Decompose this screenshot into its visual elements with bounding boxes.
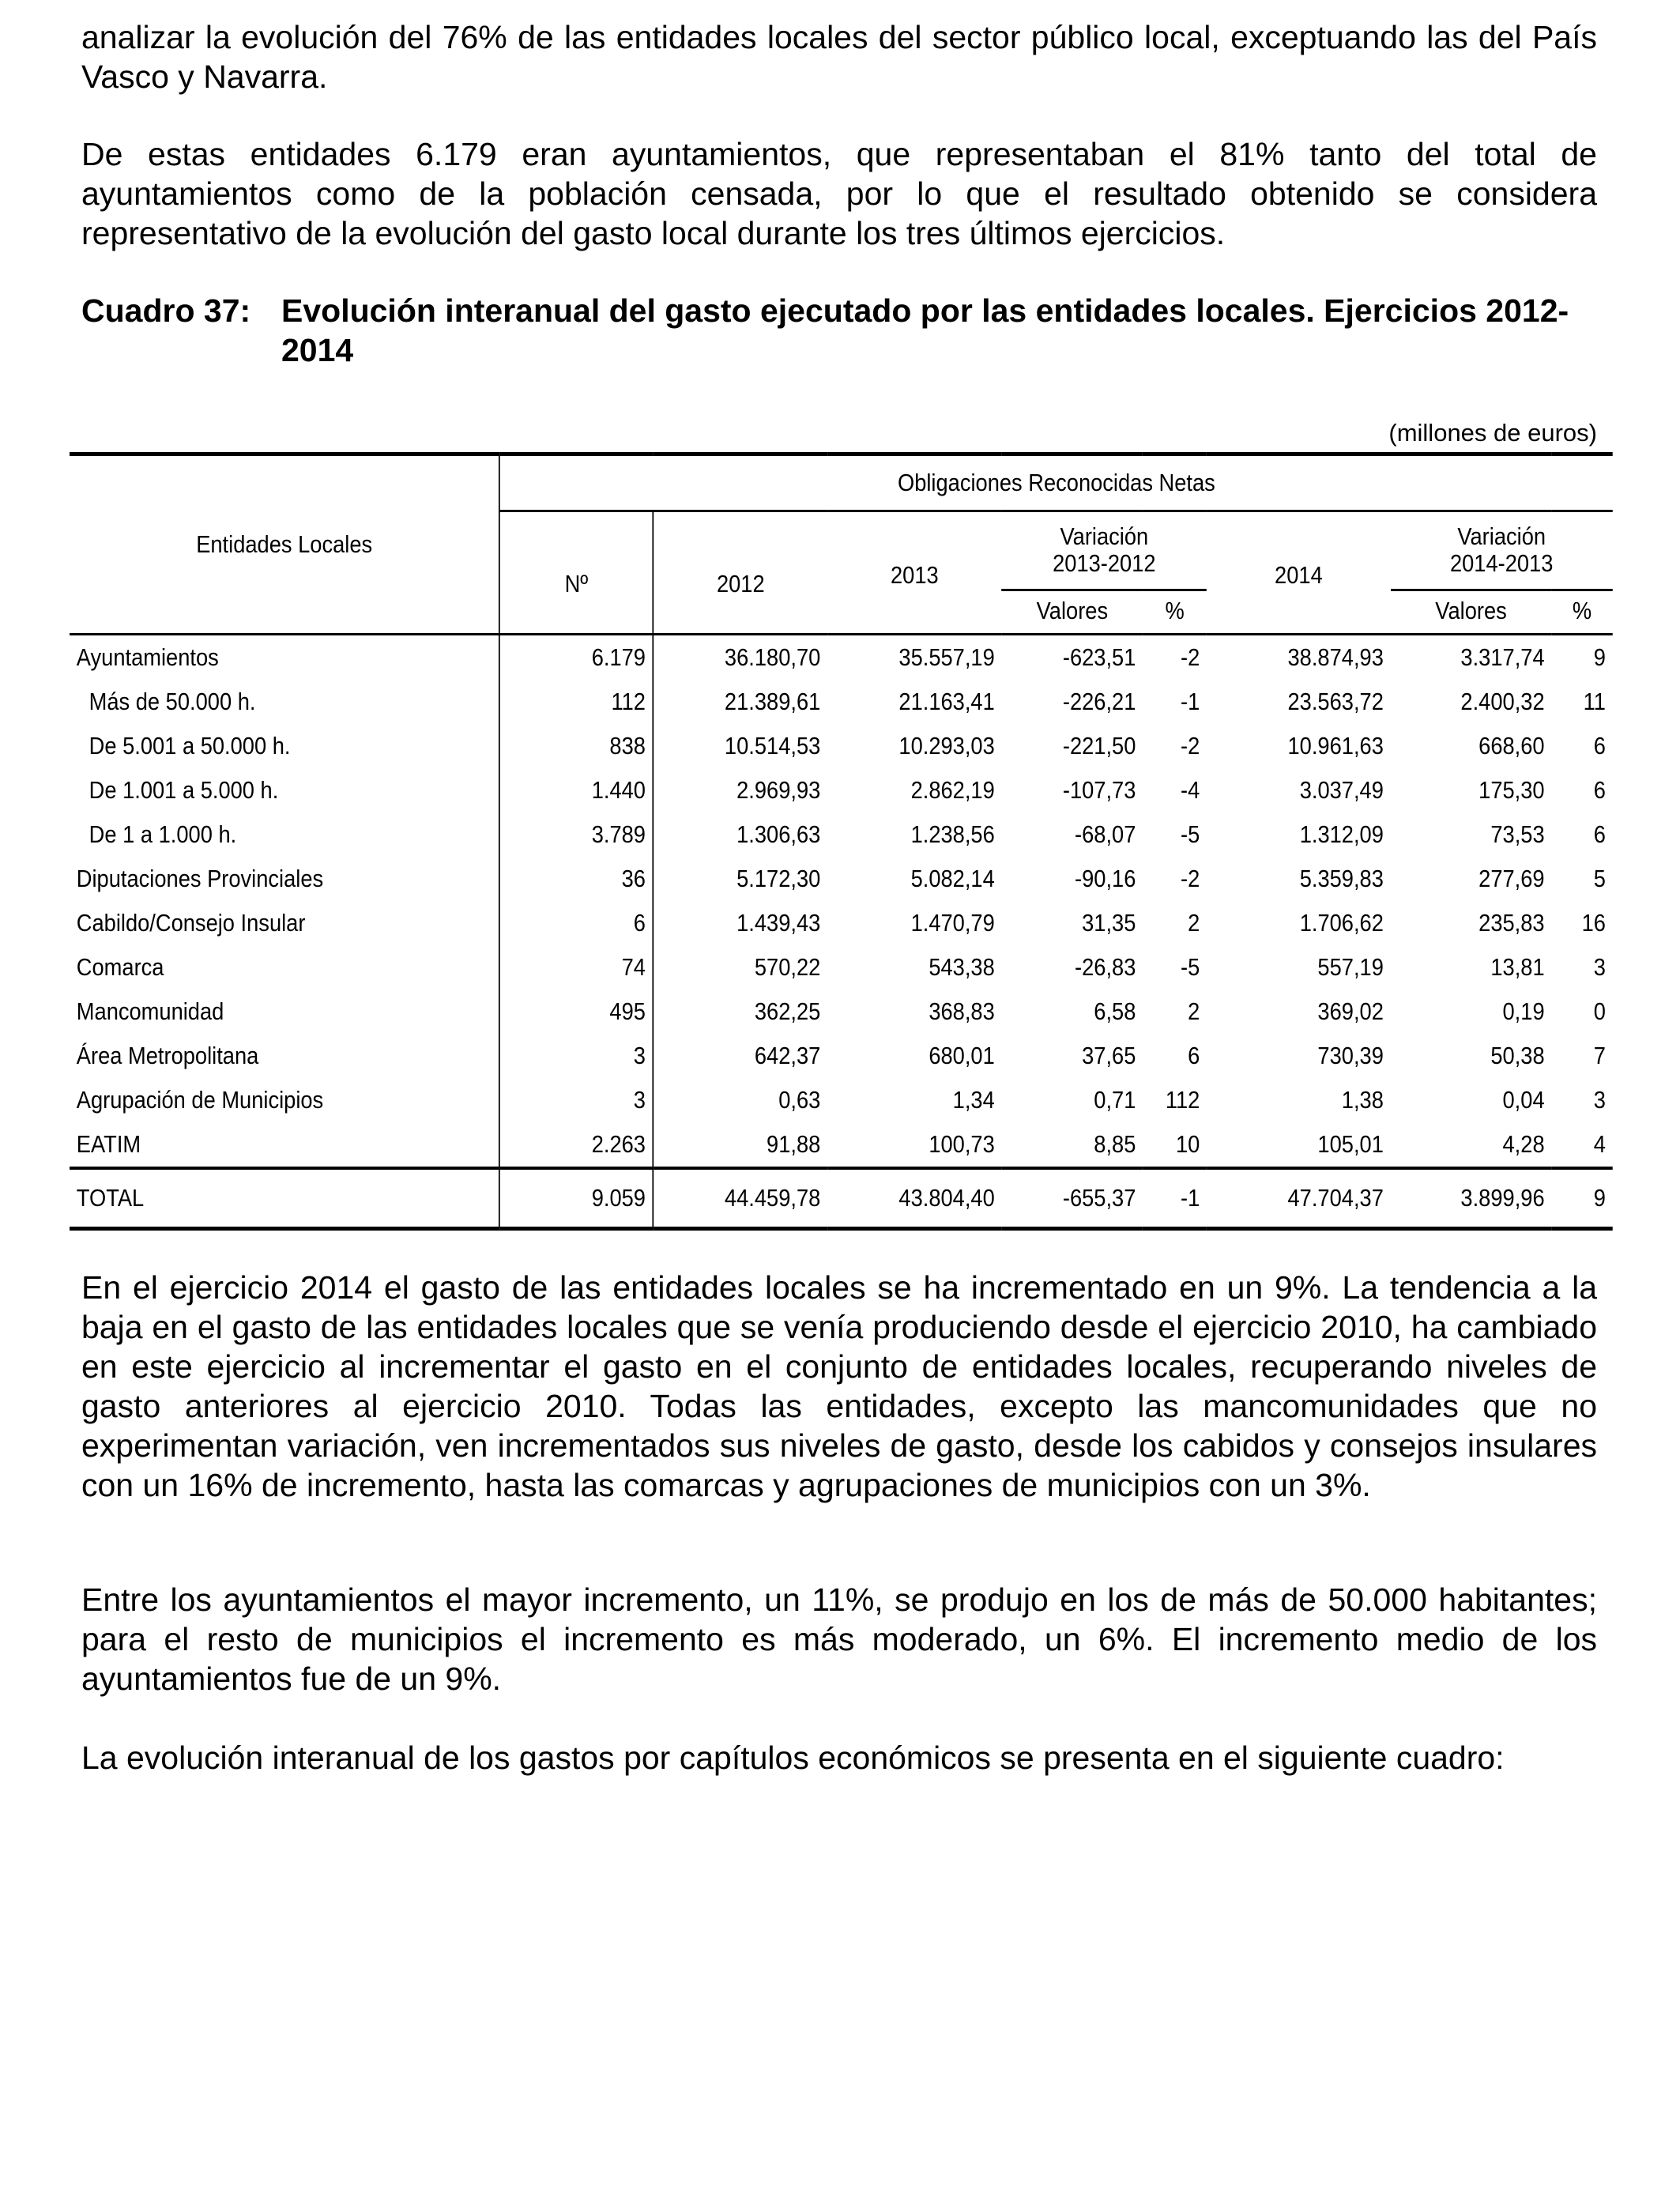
table-row: [70, 724, 1613, 768]
cell-2014: 23.563,72: [1287, 687, 1384, 715]
cell-pct1: -5: [1181, 820, 1200, 848]
cell-var1: -221,50: [1062, 731, 1136, 760]
table-row: [70, 768, 1613, 812]
cell-entity: Ayuntamientos: [76, 643, 219, 671]
header-blank-2: [1207, 590, 1391, 634]
table-row: [70, 812, 1613, 857]
cell-2012: 1.306,63: [654, 812, 827, 857]
header-var1: Variación 2013-2012: [1002, 511, 1207, 590]
cell-var1: 8,85: [1094, 1129, 1136, 1158]
cell-pct2: 6: [1593, 731, 1606, 760]
cell-var1: -655,37: [1002, 1168, 1143, 1229]
cell-pct2: 9: [1593, 643, 1606, 671]
cell-2012: 362,25: [654, 990, 827, 1034]
header-pct-2: %: [1572, 597, 1592, 625]
cell-2012: 10.514,53: [654, 724, 827, 768]
cell-var2: 175,30: [1478, 775, 1545, 804]
header-entity: Entidades Locales: [70, 454, 499, 635]
cell-pct1: 112: [1165, 1085, 1200, 1114]
cell-entity: EATIM: [76, 1129, 141, 1158]
cell-2013: 1.470,79: [910, 908, 995, 937]
cell-pct1: -2: [1181, 731, 1200, 760]
cell-pct1: 10: [1175, 1129, 1200, 1158]
cell-pct1: 6: [1188, 1041, 1200, 1069]
header-group: Obligaciones Reconocidas Netas: [499, 454, 1613, 511]
cell-var2: 3.899,96: [1391, 1168, 1552, 1229]
cell-2014: 47.704,37: [1207, 1168, 1391, 1229]
caption-label: Cuadro 37:: [81, 292, 251, 329]
header-2013: 2013: [890, 561, 939, 589]
cell-var2: 73,53: [1490, 820, 1545, 848]
cell-entity: Diputaciones Provinciales: [76, 864, 324, 892]
cell-var1: -26,83: [1075, 952, 1136, 981]
cell-2014: 105,01: [1317, 1129, 1384, 1158]
cell-pct1: -1: [1181, 687, 1200, 715]
cell-n: 6.179: [499, 634, 653, 680]
cell-2012: 5.172,30: [654, 857, 827, 901]
cell-2014: 557,19: [1317, 952, 1384, 981]
cell-2014: 38.874,93: [1287, 643, 1384, 671]
cell-pct1: 2: [1188, 908, 1200, 937]
cell-2013: 10.293,03: [898, 731, 995, 760]
cell-var1: 6,58: [1094, 997, 1136, 1025]
cell-2012: 0,63: [654, 1078, 827, 1122]
cell-pct1: -5: [1181, 952, 1200, 981]
cell-pct2: 11: [1583, 687, 1606, 715]
total-row: [70, 1168, 1613, 1229]
cell-2012: 36.180,70: [654, 634, 827, 680]
paragraph-1: analizar la evolución del 76% de las entidades locales del sector público local, exceptuando las del País Vasco y Navarra.: [81, 19, 1597, 95]
cell-var2: 277,69: [1478, 864, 1545, 892]
cell-2014: 3.037,49: [1299, 775, 1384, 804]
cell-entity: Mancomunidad: [76, 997, 224, 1025]
table-row: [70, 990, 1613, 1034]
table-row: [70, 1122, 1613, 1168]
table-row: [70, 1078, 1613, 1122]
cell-var2: 50,38: [1490, 1041, 1545, 1069]
cell-2012: 1.439,43: [654, 901, 827, 945]
cell-entity: Comarca: [76, 952, 164, 981]
cell-entity: Área Metropolitana: [76, 1041, 259, 1069]
cell-pct1: -1: [1143, 1168, 1207, 1229]
table-row: [70, 945, 1613, 990]
cell-2013: 35.557,19: [898, 643, 995, 671]
table-row: [70, 857, 1613, 901]
table-unit-note: (millones de euros): [1388, 419, 1597, 447]
cell-var2: 4,28: [1502, 1129, 1545, 1158]
cell-pct2: 0: [1593, 997, 1606, 1025]
cell-n: 838: [499, 724, 653, 768]
cell-entity: Cabildo/Consejo Insular: [76, 908, 306, 937]
header-2014: 2014: [1275, 561, 1323, 589]
cell-n: 1.440: [499, 768, 653, 812]
cell-var1: 31,35: [1082, 908, 1136, 937]
cell-2014: 1.706,62: [1299, 908, 1384, 937]
cell-var1: -623,51: [1062, 643, 1136, 671]
cell-var2: 0,19: [1502, 997, 1545, 1025]
cell-n: 3.789: [499, 812, 653, 857]
cell-2012: 642,37: [654, 1034, 827, 1078]
paragraph-5: La evolución interanual de los gastos por capítulos económicos se presenta en el siguiente cuadro:: [81, 1740, 1505, 1776]
cell-var1: -226,21: [1062, 687, 1136, 715]
cell-2013: 100,73: [929, 1129, 995, 1158]
cell-entity: TOTAL: [70, 1168, 499, 1229]
cell-2013: 543,38: [929, 952, 995, 981]
cell-var2: 2.400,32: [1460, 687, 1545, 715]
cell-pct2: 3: [1593, 952, 1606, 981]
paragraph-2: De estas entidades 6.179 eran ayuntamientos, que representaban el 81% tanto del total de ayuntamientos como de la población censada, por lo que el resultado obtenido se considera representativo de la evolución del gasto local durante los tres últimos ejercicios.: [81, 136, 1597, 251]
header-blank: [827, 590, 1001, 634]
cell-var2: 0,04: [1502, 1085, 1545, 1114]
cell-pct1: -4: [1181, 775, 1200, 804]
expense-table: [70, 452, 1613, 1231]
cell-var1: -68,07: [1075, 820, 1136, 848]
cell-2012: 21.389,61: [654, 680, 827, 724]
cell-entity: Agrupación de Municipios: [76, 1085, 324, 1114]
cell-n: 9.059: [499, 1168, 653, 1229]
table-caption: [81, 291, 1599, 370]
cell-2012: 44.459,78: [654, 1168, 827, 1229]
cell-pct2: 9: [1551, 1168, 1612, 1229]
cell-2014: 730,39: [1317, 1041, 1384, 1069]
cell-n: 112: [499, 680, 653, 724]
header-var2: Variación 2014-2013: [1391, 511, 1613, 590]
header-pct-1: %: [1165, 597, 1185, 625]
table-row: [70, 680, 1613, 724]
cell-entity: De 5.001 a 50.000 h.: [89, 731, 291, 760]
cell-var1: 0,71: [1094, 1085, 1136, 1114]
cell-entity: Más de 50.000 h.: [89, 687, 256, 715]
cell-n: 3: [499, 1078, 653, 1122]
cell-n: 495: [499, 990, 653, 1034]
cell-2014: 10.961,63: [1287, 731, 1384, 760]
caption-title: Evolución interanual del gasto ejecutado por las entidades locales. Ejercicios 2012-2014: [281, 292, 1569, 368]
cell-var1: -107,73: [1062, 775, 1136, 804]
header-2012: 2012: [654, 511, 827, 635]
cell-2013: 21.163,41: [898, 687, 995, 715]
header-valores-1: Valores: [1036, 597, 1109, 625]
cell-2013: 680,01: [929, 1041, 995, 1069]
cell-2013: 1,34: [952, 1085, 995, 1114]
cell-2012: 2.969,93: [654, 768, 827, 812]
cell-2013: 368,83: [929, 997, 995, 1025]
cell-pct2: 6: [1593, 775, 1606, 804]
cell-var2: 668,60: [1478, 731, 1545, 760]
cell-2014: 1.312,09: [1299, 820, 1384, 848]
table-row: [70, 1034, 1613, 1078]
cell-pct2: 6: [1593, 820, 1606, 848]
cell-pct2: 4: [1593, 1129, 1606, 1158]
cell-2014: 369,02: [1317, 997, 1384, 1025]
cell-pct1: -2: [1181, 864, 1200, 892]
cell-n: 36: [499, 857, 653, 901]
cell-pct1: 2: [1188, 997, 1200, 1025]
paragraph-4: Entre los ayuntamientos el mayor incremento, un 11%, se produjo en los de más de 50.000 habitantes; para el resto de municipios el incremento es más moderado, un 6%. El incremento medio de los ayuntamientos fue de un 9%.: [81, 1581, 1597, 1697]
cell-2013: 5.082,14: [910, 864, 995, 892]
cell-2014: 1,38: [1341, 1085, 1384, 1114]
cell-n: 3: [499, 1034, 653, 1078]
cell-entity: De 1.001 a 5.000 h.: [89, 775, 279, 804]
cell-pct2: 5: [1593, 864, 1606, 892]
cell-2014: 5.359,83: [1299, 864, 1384, 892]
cell-n: 6: [499, 901, 653, 945]
table-row: [70, 634, 1613, 680]
cell-2012: 570,22: [654, 945, 827, 990]
cell-pct2: 3: [1593, 1085, 1606, 1114]
cell-pct1: -2: [1181, 643, 1200, 671]
cell-var1: -90,16: [1075, 864, 1136, 892]
paragraph-3: En el ejercicio 2014 el gasto de las entidades locales se ha incrementado en un 9%. La tendencia a la baja en el gasto de las entidades locales que se venía produciendo desde el ejercicio 2010, ha cambiado en este ejercicio al incrementar el gasto en el conjunto de entidades locales, recuperando niveles de gasto anteriores al ejercicio 2010. Todas las entidades, excepto las mancomunidades que no experimentan variación, ven incrementados sus niveles de gasto, desde los cabidos y consejos insulares con un 16% de incremento, hasta las comarcas y agrupaciones de municipios con un 3%.: [81, 1269, 1597, 1503]
cell-2013: 1.238,56: [910, 820, 995, 848]
cell-n: 2.263: [499, 1122, 653, 1168]
cell-pct2: 7: [1593, 1041, 1606, 1069]
cell-entity: De 1 a 1.000 h.: [89, 820, 237, 848]
cell-var1: 37,65: [1082, 1041, 1136, 1069]
cell-2012: 91,88: [654, 1122, 827, 1168]
cell-var2: 235,83: [1478, 908, 1545, 937]
cell-var2: 3.317,74: [1460, 643, 1545, 671]
header-n: Nº: [499, 511, 653, 635]
cell-pct2: 16: [1581, 908, 1606, 937]
cell-n: 74: [499, 945, 653, 990]
table-row: [70, 901, 1613, 945]
cell-var2: 13,81: [1490, 952, 1545, 981]
cell-2013: 2.862,19: [910, 775, 995, 804]
cell-2013: 43.804,40: [827, 1168, 1001, 1229]
header-valores-2: Valores: [1435, 597, 1507, 625]
